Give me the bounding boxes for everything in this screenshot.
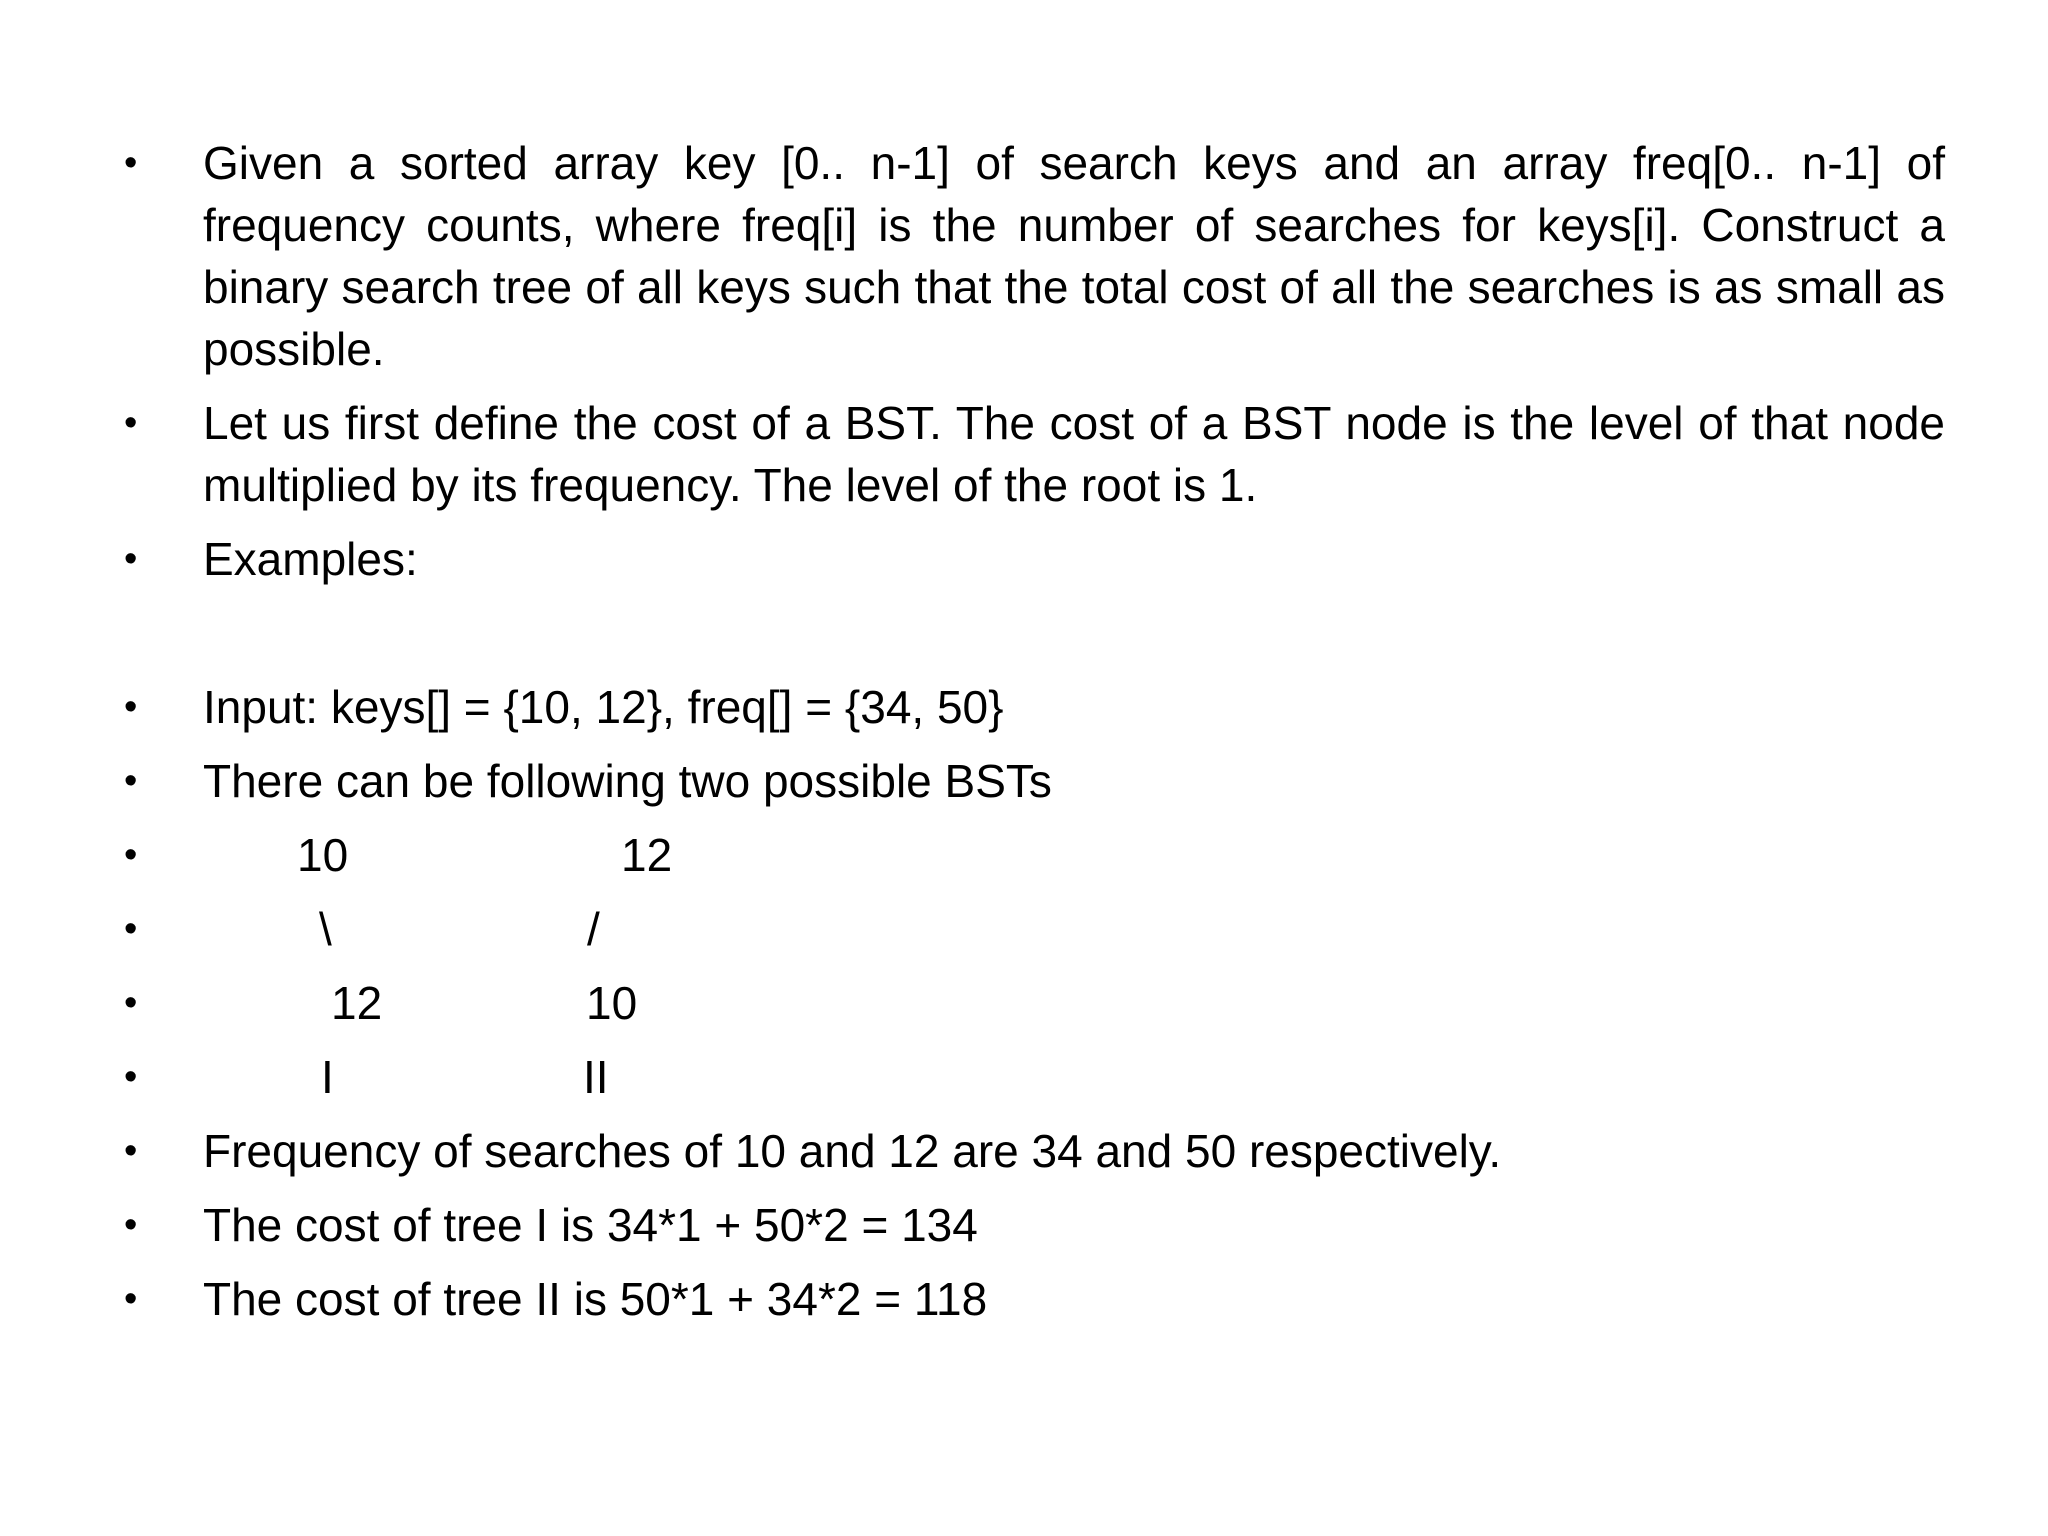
tree1-label: I bbox=[321, 1051, 334, 1103]
bullet-dot: • bbox=[124, 982, 138, 1024]
cost-tree1-text: The cost of tree I is 34*1 + 50*2 = 134 bbox=[203, 1199, 978, 1251]
bullet-dot: • bbox=[124, 834, 138, 876]
tree2-child-node: 10 bbox=[586, 977, 638, 1029]
bullet-dot: • bbox=[124, 908, 138, 950]
cost-definition-text: Let us first define the cost of a BST. The cost of a BST node is the level of that node multiplied by its frequency. The level of the root is 1. bbox=[203, 397, 1945, 511]
possible-bsts-text: There can be following two possible BSTs bbox=[203, 755, 1052, 807]
bullet-dot: • bbox=[124, 1204, 138, 1246]
tree1-root-node: 10 bbox=[297, 829, 349, 881]
tree2-root-node: 12 bbox=[621, 829, 673, 881]
tree1-child-node: 12 bbox=[331, 977, 383, 1029]
bullet-dot: • bbox=[124, 1278, 138, 1320]
bullet-dot: • bbox=[124, 686, 138, 728]
bullet-dot: • bbox=[124, 538, 138, 580]
input-text: Input: keys[] = {10, 12}, freq[] = {34, 50} bbox=[203, 681, 1004, 733]
tree2-edge: / bbox=[587, 903, 600, 955]
tree1-edge: \ bbox=[319, 903, 332, 955]
bullet-dot: • bbox=[124, 402, 138, 444]
bullet-dot: • bbox=[124, 1056, 138, 1098]
bullet-dot: • bbox=[124, 760, 138, 802]
tree2-label: II bbox=[583, 1051, 609, 1103]
problem-statement-text: Given a sorted array key [0.. n-1] of search keys and an array freq[0.. n-1] of frequency counts, where freq[i] is the number of searches for keys[i]. Construct a binary search tree of all keys such that the total cost of all the searches is as small as possible. bbox=[203, 137, 1945, 375]
bullet-dot: • bbox=[124, 142, 138, 184]
examples-heading: Examples: bbox=[203, 533, 418, 585]
frequency-text: Frequency of searches of 10 and 12 are 34 and 50 respectively. bbox=[203, 1125, 1502, 1177]
bullet-dot: • bbox=[124, 1130, 138, 1172]
cost-tree2-text: The cost of tree II is 50*1 + 34*2 = 118 bbox=[203, 1273, 988, 1325]
